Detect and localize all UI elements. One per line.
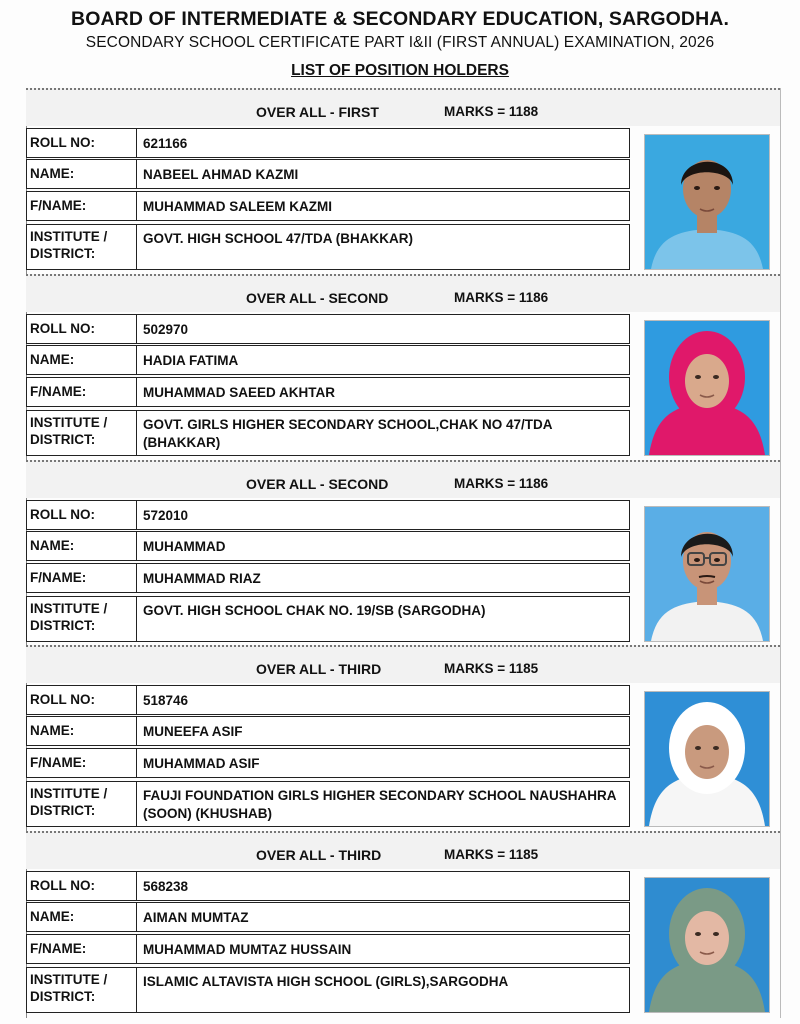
marks-label: MARKS = 1186 [454,476,549,491]
institute-row [26,596,630,642]
institute-row [26,967,630,1013]
position-header [26,88,780,126]
name-label: NAME: [27,160,137,188]
student-photo [644,506,770,642]
roll-label: ROLL NO: [27,129,137,157]
name-row [26,902,630,932]
photo-svg [645,878,769,1012]
name-value: NABEEL AHMAD KAZMI [143,167,299,182]
marks-label: MARKS = 1185 [444,847,539,862]
institute-label [27,597,137,641]
roll-row [26,685,630,715]
photo-svg [645,692,769,826]
name-label: NAME: [27,717,137,745]
student-photo [644,134,770,270]
fname-label: F/NAME: [27,564,137,592]
position-title: OVER ALL - SECOND [246,290,389,306]
position-header [26,460,780,498]
marks-label: MARKS = 1188 [444,104,539,119]
fname-row [26,563,630,593]
student-photo [644,320,770,456]
name-value: AIMAN MUMTAZ [143,910,249,925]
position-title: OVER ALL - SECOND [246,476,389,492]
name-label: NAME: [27,903,137,931]
name-row [26,159,630,189]
institute-value: GOVT. HIGH SCHOOL 47/TDA (BHAKKAR) [143,231,414,246]
fname-row [26,748,630,778]
name-label: NAME: [27,532,137,560]
name-value: MUHAMMAD [143,539,226,554]
institute-value: GOVT. GIRLS HIGHER SECONDARY SCHOOL,CHAK NO 47/TDA (BHAKKAR) [143,417,553,450]
institute-label [27,225,137,269]
fname-value: MUHAMMAD SALEEM KAZMI [143,199,332,214]
institute-label-line1: INSTITUTE / [30,229,108,244]
position-holder-card-1 [26,88,780,272]
list-title-text: LIST OF POSITION HOLDERS [291,62,509,79]
position-holder-card-5 [26,831,780,1015]
fname-value: MUHAMMAD SAEED AKHTAR [143,385,335,400]
institute-label-line2: DISTRICT: [30,246,96,261]
fname-row [26,377,630,407]
name-label: NAME: [27,346,137,374]
institute-row [26,410,630,456]
marks-label: MARKS = 1186 [454,290,549,305]
roll-label: ROLL NO: [27,501,137,529]
position-holder-card-3 [26,460,780,644]
photo-svg [645,135,769,269]
name-value: MUNEEFA ASIF [143,724,243,739]
board-title: BOARD OF INTERMEDIATE & SECONDARY EDUCATION, SARGODHA. [71,8,729,30]
student-photo [644,691,770,827]
name-row [26,345,630,375]
position-title: OVER ALL - THIRD [256,661,382,677]
roll-label: ROLL NO: [27,315,137,343]
roll-value: 518746 [143,693,189,708]
institute-row [26,781,630,827]
institute-label-line2: DISTRICT: [30,803,96,818]
roll-row [26,500,630,530]
fname-value: MUHAMMAD MUMTAZ HUSSAIN [143,942,352,957]
fname-value: MUHAMMAD RIAZ [143,571,261,586]
institute-label-line1: INSTITUTE / [30,415,108,430]
photo-svg [645,507,769,641]
position-header [26,831,780,869]
institute-value: FAUJI FOUNDATION GIRLS HIGHER SECONDARY SCHOOL NAUSHAHRA (SOON) (KHUSHAB) [143,788,617,821]
institute-value: ISLAMIC ALTAVISTA HIGH SCHOOL (GIRLS),SARGODHA [143,974,509,989]
name-row [26,716,630,746]
position-holder-card-2 [26,274,780,458]
position-header [26,645,780,683]
fname-label: F/NAME: [27,192,137,220]
name-row [26,531,630,561]
institute-label [27,411,137,455]
position-header [26,274,780,312]
institute-label-line1: INSTITUTE / [30,972,108,987]
institute-label-line2: DISTRICT: [30,432,96,447]
fname-row [26,191,630,221]
institute-label [27,782,137,826]
institute-value: GOVT. HIGH SCHOOL CHAK NO. 19/SB (SARGODHA) [143,603,486,618]
photo-svg [645,321,769,455]
institute-label-line1: INSTITUTE / [30,601,108,616]
position-title: OVER ALL - THIRD [256,847,382,863]
fname-label: F/NAME: [27,378,137,406]
fname-label: F/NAME: [27,935,137,963]
institute-label-line1: INSTITUTE / [30,786,108,801]
institute-label-line2: DISTRICT: [30,618,96,633]
position-holder-card-4 [26,645,780,829]
institute-label [27,968,137,1012]
roll-label: ROLL NO: [27,872,137,900]
fname-value: MUHAMMAD ASIF [143,756,260,771]
institute-label-line2: DISTRICT: [30,989,96,1004]
exam-title: SECONDARY SCHOOL CERTIFICATE PART I&II (FIRST ANNUAL) EXAMINATION, 2026 [85,34,715,51]
marks-label: MARKS = 1185 [444,661,539,676]
institute-row [26,224,630,270]
roll-label: ROLL NO: [27,686,137,714]
position-title: OVER ALL - FIRST [256,104,379,120]
fname-row [26,934,630,964]
roll-value: 502970 [143,322,189,337]
roll-row [26,314,630,344]
name-value: HADIA FATIMA [143,353,239,368]
roll-value: 572010 [143,508,189,523]
list-title [0,62,800,80]
roll-row [26,871,630,901]
fname-label: F/NAME: [27,749,137,777]
student-photo [644,877,770,1013]
roll-value: 568238 [143,879,189,894]
roll-row [26,128,630,158]
roll-value: 621166 [143,136,188,151]
